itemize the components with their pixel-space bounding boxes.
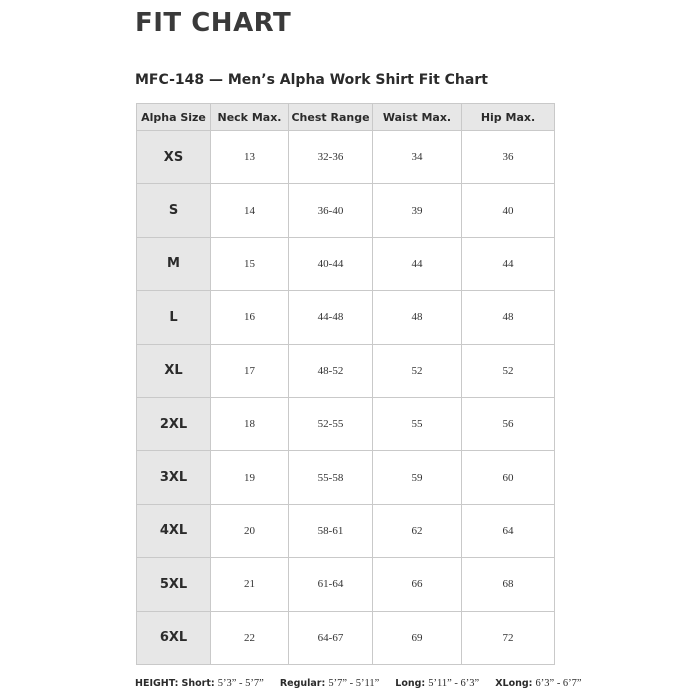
table-row [137, 184, 555, 237]
chest-cell: 40-44 [289, 237, 373, 290]
table-row [137, 344, 555, 397]
size-cell: 3XL [137, 451, 211, 504]
header-neck-max: Neck Max. [211, 104, 289, 131]
hip-cell: 52 [462, 344, 555, 397]
header-hip-max: Hip Max. [462, 104, 555, 131]
neck-cell: 20 [211, 504, 289, 557]
chest-cell: 44-48 [289, 291, 373, 344]
neck-cell: 19 [211, 451, 289, 504]
height-regular-label: Regular: [279, 678, 326, 689]
size-cell: S [137, 184, 211, 237]
waist-cell: 66 [373, 558, 462, 611]
waist-cell: 48 [373, 291, 462, 344]
neck-cell: 16 [211, 291, 289, 344]
waist-cell: 52 [373, 344, 462, 397]
neck-cell: 14 [211, 184, 289, 237]
height-ranges [135, 676, 582, 692]
table-row [137, 504, 555, 557]
hip-cell: 36 [462, 131, 555, 184]
chest-cell: 64-67 [289, 611, 373, 664]
header-alpha-size: Alpha Size [137, 104, 211, 131]
hip-cell: 72 [462, 611, 555, 664]
chest-cell: 36-40 [289, 184, 373, 237]
chest-cell: 61-64 [289, 558, 373, 611]
neck-cell: 15 [211, 237, 289, 290]
waist-cell: 55 [373, 397, 462, 450]
height-label: HEIGHT: [135, 678, 179, 689]
hip-cell: 68 [462, 558, 555, 611]
height-xlong-label: XLong: [495, 678, 533, 689]
table-row [137, 131, 555, 184]
fit-chart-table [136, 103, 555, 665]
table-row [137, 237, 555, 290]
table-row [137, 558, 555, 611]
waist-cell: 69 [373, 611, 462, 664]
table-row [137, 451, 555, 504]
page-title: FIT CHART [135, 8, 292, 38]
size-cell: 4XL [137, 504, 211, 557]
neck-cell: 13 [211, 131, 289, 184]
size-cell: 2XL [137, 397, 211, 450]
neck-cell: 22 [211, 611, 289, 664]
hip-cell: 40 [462, 184, 555, 237]
height-short-value: 5’3” - 5’7” [217, 678, 264, 689]
waist-cell: 59 [373, 451, 462, 504]
hip-cell: 48 [462, 291, 555, 344]
table-header-row [137, 104, 555, 131]
chart-subtitle: MFC-148 — Men’s Alpha Work Shirt Fit Chart [135, 72, 488, 88]
size-cell: L [137, 291, 211, 344]
table-row [137, 397, 555, 450]
hip-cell: 60 [462, 451, 555, 504]
size-cell: XS [137, 131, 211, 184]
height-long-value: 5’11” - 6’3” [428, 678, 480, 689]
waist-cell: 39 [373, 184, 462, 237]
neck-cell: 17 [211, 344, 289, 397]
hip-cell: 64 [462, 504, 555, 557]
chest-cell: 52-55 [289, 397, 373, 450]
header-waist-max: Waist Max. [373, 104, 462, 131]
chest-cell: 55-58 [289, 451, 373, 504]
size-cell: M [137, 237, 211, 290]
height-short-label: Short: [181, 678, 215, 689]
height-xlong-value: 6’3” - 6’7” [535, 678, 582, 689]
waist-cell: 44 [373, 237, 462, 290]
neck-cell: 18 [211, 397, 289, 450]
waist-cell: 62 [373, 504, 462, 557]
height-regular-value: 5’7” - 5’11” [328, 678, 380, 689]
hip-cell: 56 [462, 397, 555, 450]
chest-cell: 48-52 [289, 344, 373, 397]
neck-cell: 21 [211, 558, 289, 611]
size-cell: XL [137, 344, 211, 397]
header-chest-range: Chest Range [289, 104, 373, 131]
chest-cell: 58-61 [289, 504, 373, 557]
table-row [137, 611, 555, 664]
table-row [137, 291, 555, 344]
hip-cell: 44 [462, 237, 555, 290]
size-cell: 6XL [137, 611, 211, 664]
height-long-label: Long: [395, 678, 426, 689]
waist-cell: 34 [373, 131, 462, 184]
chest-cell: 32-36 [289, 131, 373, 184]
size-cell: 5XL [137, 558, 211, 611]
